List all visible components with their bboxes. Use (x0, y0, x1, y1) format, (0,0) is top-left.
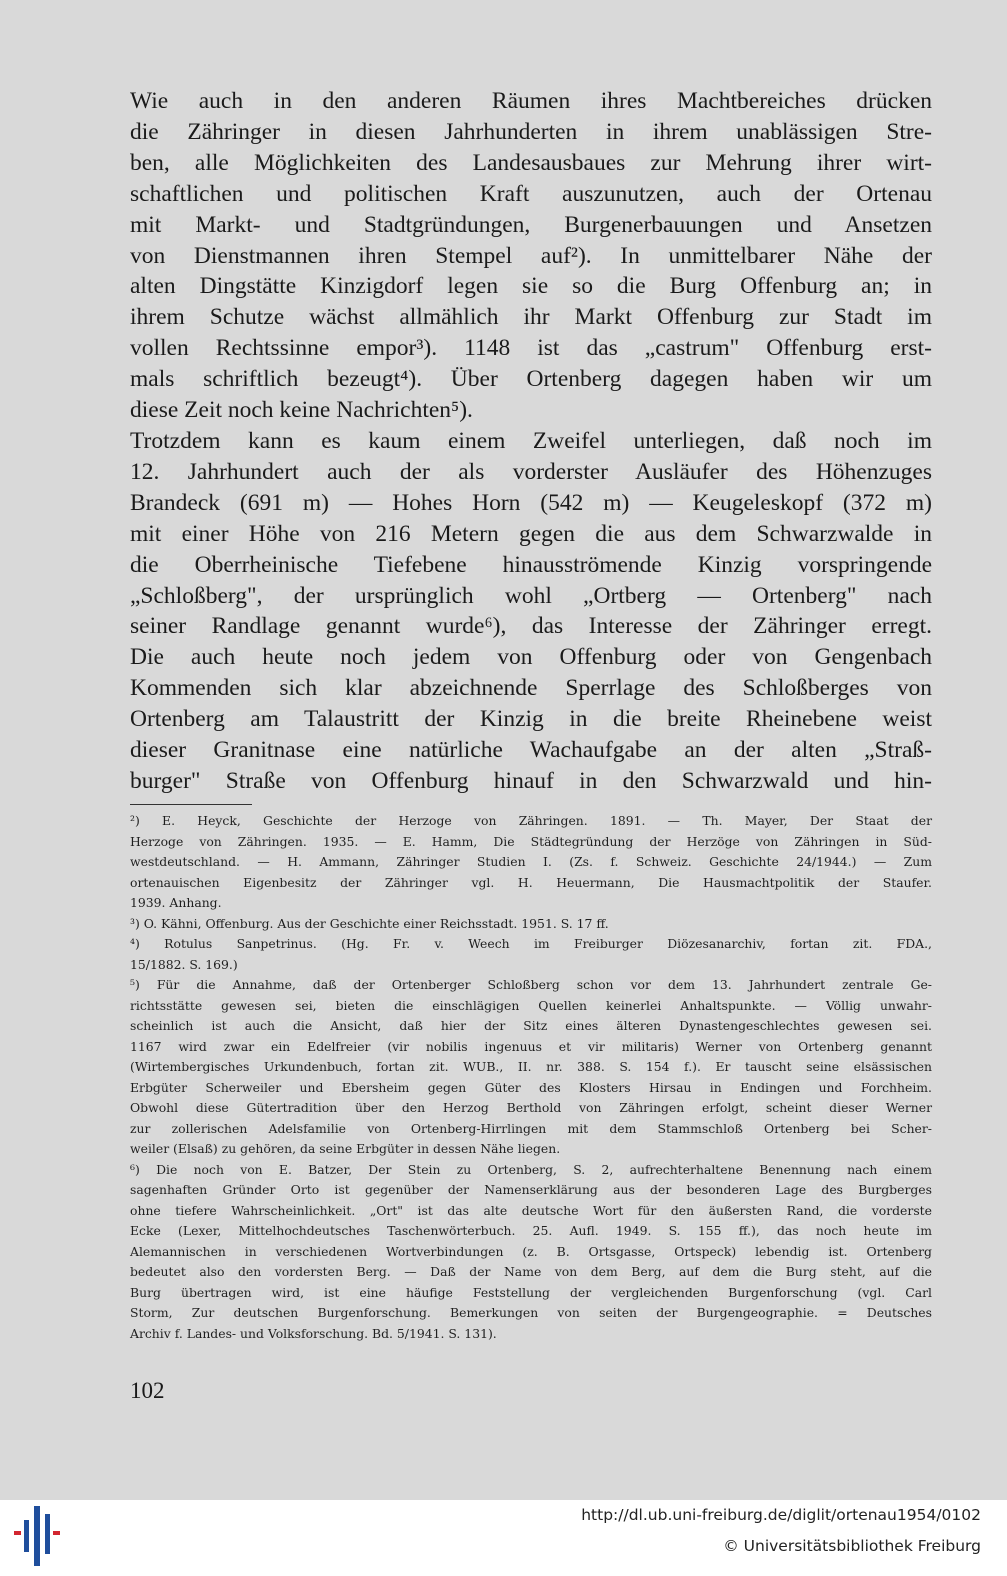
text-line: die Oberrheinische Tiefebene hinausströmende Kinzig vorspringende (130, 551, 932, 578)
footnote-line: ⁶) Die noch von E. Batzer, Der Stein zu Ortenberg, S. 2, aufrechterhaltene Benennung nach einem (130, 1161, 932, 1177)
footnote-line: Obwohl diese Gütertradition über den Herzog Berthold von Zähringen erfolgt, scheint dieser Werner (130, 1100, 932, 1115)
text-line: Brandeck (691 m) — Hohes Horn (542 m) — Keugeleskopf (372 m) (130, 489, 932, 516)
text-line: seiner Randlage genannt wurde⁶), das Interesse der Zähringer erregt. (130, 613, 932, 640)
text-line: die Zähringer in diesen Jahrhunderten in ihrem unablässigen Stre- (130, 118, 932, 145)
text-line: Wie auch in den anderen Räumen ihres Machtbereiches drücken (130, 88, 932, 114)
text-line: Kommenden sich klar abzeichnende Sperrlage des Schloßberges von (130, 675, 932, 702)
footnote-line: westdeutschland. — H. Ammann, Zähringer Studien I. (Zs. f. Schweiz. Geschichte 24/1944.) — Zum (130, 854, 932, 869)
text-line: alten Dingstätte Kinzigdorf legen sie so die Burg Offenburg an; in (130, 273, 932, 300)
text-line: diese Zeit noch keine Nachrichten⁵). (130, 397, 473, 424)
footnote-line: Archiv f. Landes- und Volksforschung. Bd. 5/1941. S. 131). (130, 1325, 497, 1341)
footnote-line: richtsstätte gewesen sei, bieten die einschlägigen Quellen keinerlei Anhaltspunkte. — Völlig unwahr- (130, 997, 932, 1013)
footnote-line: (Wirtembergisches Urkundenbuch, fortan zit. WUB., II. nr. 388. S. 154 f.). Er tauscht seine elsässischen (130, 1059, 932, 1074)
footnote-line: Burg übertragen wird, ist eine häufige Feststellung der vergleichenden Burgenforschung (vgl. Carl (130, 1284, 932, 1300)
page-number: 102 (130, 1378, 165, 1403)
text-line: von Dienstmannen ihren Stempel auf²). In unmittelbarer Nähe der (130, 242, 932, 269)
copyright-notice: © Universitätsbibliothek Freiburg (723, 1537, 981, 1555)
footnote-line: weiler (Elsaß) zu gehören, da seine Erbgüter in dessen Nähe liegen. (130, 1141, 561, 1156)
footnote-line: scheinlich ist auch die Ansicht, daß hier der Sitz eines älteren Dynastengeschlechtes gewesen sei. (130, 1018, 932, 1033)
text-line: Trotzdem kann es kaum einem Zweifel unterliegen, daß noch im (130, 427, 932, 454)
footnote-line: bedeutet also den vordersten Berg. — Daß der Name von dem Berg, auf dem die Burg steht, auf die (130, 1264, 932, 1279)
text-line: burger" Straße von Offenburg hinauf in den Schwarzwald und hin- (130, 767, 932, 794)
text-line: mit Markt- und Stadtgründungen, Burgenerbauungen und Ansetzen (130, 211, 932, 238)
footnote-line: ³) O. Kähni, Offenburg. Aus der Geschichte einer Reichsstadt. 1951. S. 17 ff. (130, 915, 609, 931)
main-text (130, 86, 932, 797)
footnote-line: ohne tiefere Wahrscheinlichkeit. „Ort" ist das alte deutsche Wort für den äußersten Rand, die vorderste (130, 1202, 932, 1218)
text-line: schaftlichen und politischen Kraft auszunutzen, auch der Ortenau (130, 180, 932, 207)
library-logo-icon (12, 1506, 64, 1566)
text-line: mit einer Höhe von 216 Metern gegen die aus dem Schwarzwalde in (130, 520, 932, 547)
footnote-line: 1939. Anhang. (130, 895, 222, 910)
footnote-line: Ecke (Lexer, Mittelhochdeutsches Taschenwörterbuch. 25. Aufl. 1949. S. 155 ff.), das noch heute im (130, 1223, 932, 1238)
footnote-line: Herzoge von Zähringen. 1935. — E. Hamm, Die Städtegründung der Herzöge von Zähringen in Süd- (130, 833, 932, 849)
footnote-divider (130, 804, 252, 805)
text-line: ben, alle Möglichkeiten des Landesausbaues zur Mehrung ihrer wirt- (130, 149, 932, 176)
footnote-line: 15/1882. S. 169.) (130, 956, 238, 972)
footnote-line: Alemannischen in verschiedenen Wortverbindungen (z. B. Ortsgasse, Ortspeck) lebendig ist. Ortenberg (130, 1243, 932, 1259)
text-line: „Schloßberg", der ursprünglich wohl „Ortberg — Ortenberg" nach (130, 582, 932, 609)
footnote-line: ⁴) Rotulus Sanpetrinus. (Hg. Fr. v. Weech im Freiburger Diözesanarchiv, fortan zit. FDA., (130, 936, 932, 951)
text-line: 12. Jahrhundert auch der als vorderster Ausläufer des Höhenzuges (130, 458, 932, 485)
footnote-line: Erbgüter Scherweiler und Ebersheim gegen Güter des Klosters Hirsau in Endingen und Forchheim. (130, 1079, 932, 1095)
footnote-line: ⁵) Für die Annahme, daß der Ortenberger Schloßberg schon vor dem 13. Jahrhundert zentrale Ge- (130, 977, 932, 992)
footnote-line: sagenhaften Gründer Orto ist gegenüber der Namenserklärung aus der besonderen Lage des Burgberges (130, 1182, 932, 1197)
footnote-line: 1167 wird zwar ein Edelfreier (vir nobilis ingenuus et vir militaris) Werner von Ortenberg genannt (130, 1038, 932, 1054)
text-line: Ortenberg am Talaustritt der Kinzig in die breite Rheinebene weist (130, 706, 932, 733)
text-line: mals schriftlich bezeugt⁴). Über Ortenberg dagegen haben wir um (130, 366, 932, 393)
footnote-line: zur zollerischen Adelsfamilie von Ortenberg-Hirrlingen mit dem Stammschloß Ortenberg bei Scher- (130, 1120, 932, 1136)
footnote-line: Storm, Zur deutschen Burgenforschung. Bemerkungen von seiten der Burgengeographie. = Deutsches (130, 1305, 932, 1320)
footnote-line: ortenauischen Eigenbesitz der Zähringer vgl. H. Heuermann, Die Hausmachtpolitik der Staufer. (130, 874, 932, 890)
text-line: vollen Rechtssinne empor³). 1148 ist das „castrum" Offenburg erst- (130, 335, 932, 362)
text-line: ihrem Schutze wächst allmählich ihr Markt Offenburg zur Stadt im (130, 304, 932, 331)
footnote-line: ²) E. Heyck, Geschichte der Herzoge von Zähringen. 1891. — Th. Mayer, Der Staat der (130, 813, 932, 828)
source-url-link[interactable]: http://dl.ub.uni-freiburg.de/diglit/ortenau1954/0102 (581, 1506, 981, 1524)
text-line: Die auch heute noch jedem von Offenburg oder von Gengenbach (130, 644, 932, 671)
text-line: dieser Granitnase eine natürliche Wachaufgabe an der alten „Straß- (130, 737, 932, 764)
footnotes (130, 811, 932, 1344)
